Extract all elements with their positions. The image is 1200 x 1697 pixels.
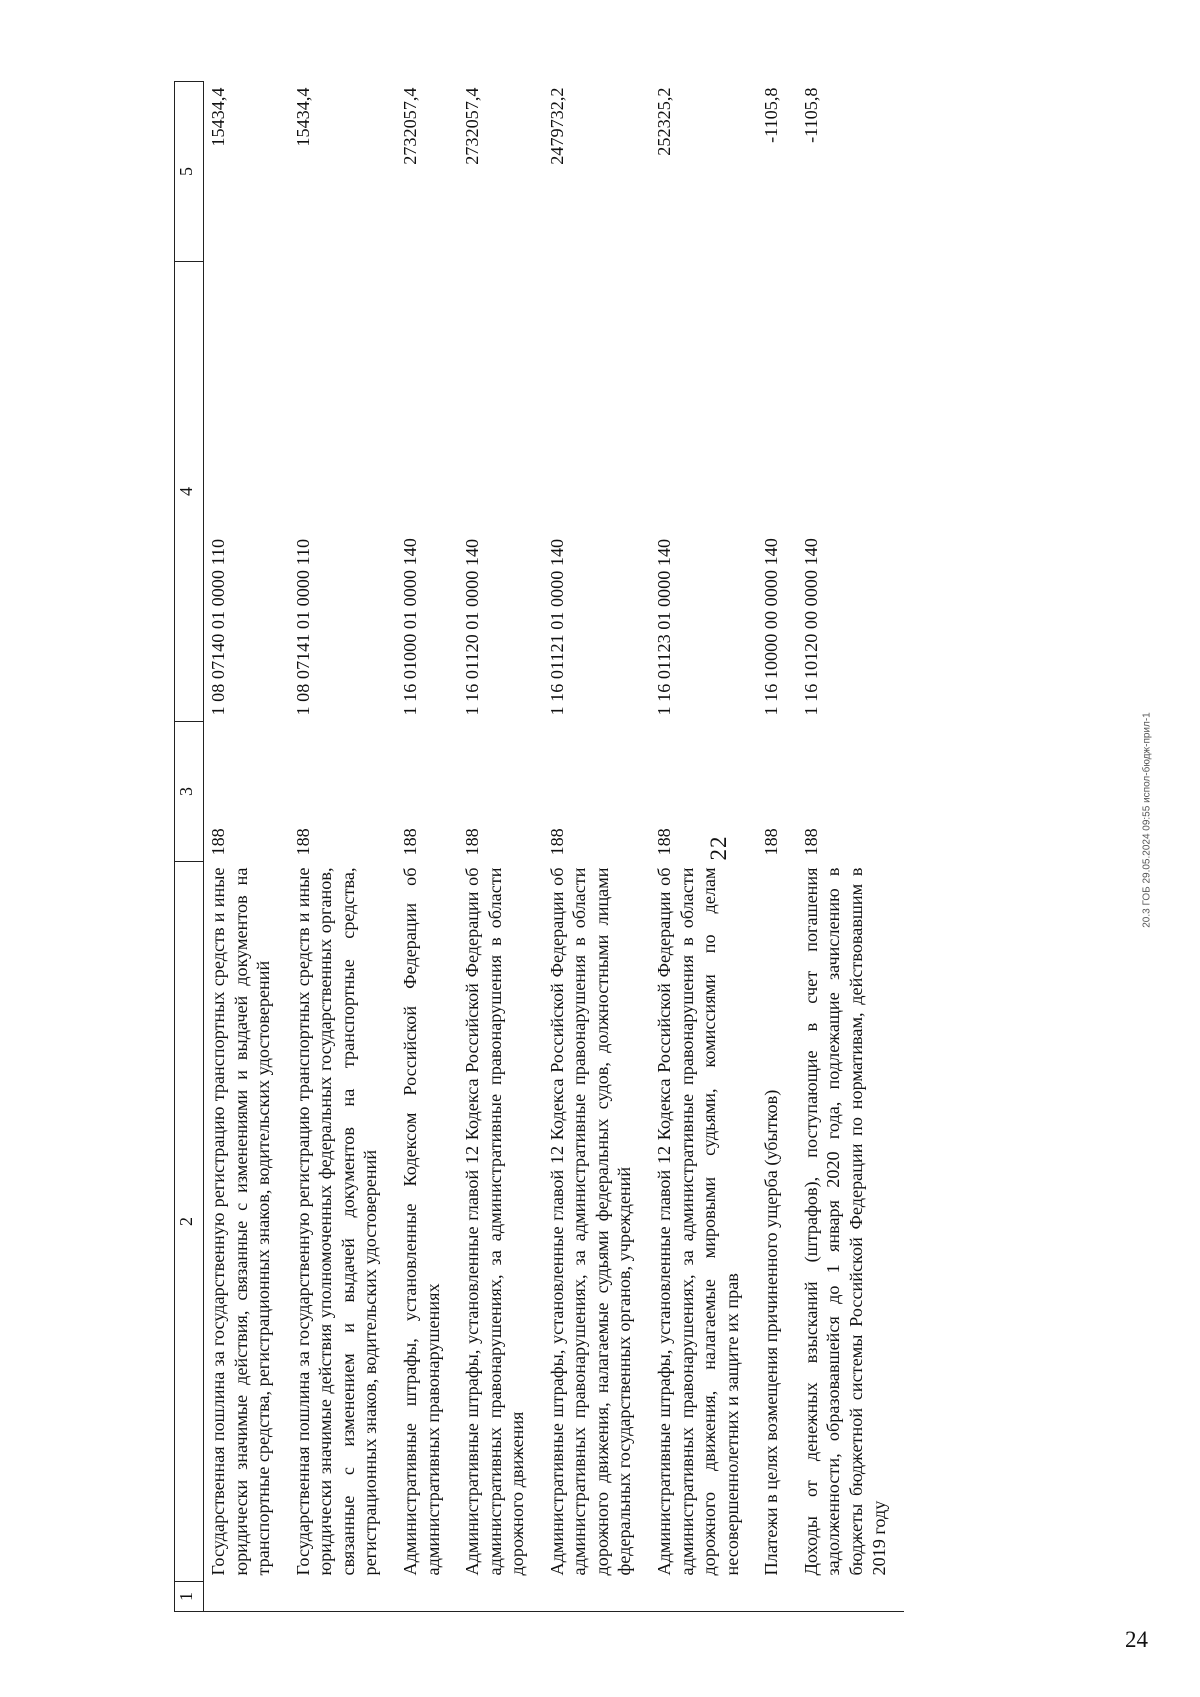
row-number-cell xyxy=(797,1582,904,1612)
admin-code-cell: 188 xyxy=(292,828,313,856)
table-row xyxy=(458,82,543,1612)
classification-code-cell: 1 08 07140 01 0000 110 xyxy=(208,538,228,716)
table-row xyxy=(396,82,458,1612)
table-header-row xyxy=(175,82,204,1612)
classification-code-cell: 1 16 10000 00 0000 140 xyxy=(761,538,782,716)
header-col-2: 2 xyxy=(175,862,204,1582)
header-col-3: 3 xyxy=(175,722,204,862)
admin-code-cell: 188 xyxy=(462,828,483,856)
header-col-5: 5 xyxy=(175,82,204,262)
classification-code-cell: 1 16 10120 00 0000 140 xyxy=(800,538,821,716)
amount-cell: -1105,8 xyxy=(761,87,782,143)
table-row xyxy=(204,82,289,1612)
table-container xyxy=(174,82,944,1612)
description-cell: Административные штрафы, установленные главой 12 Кодекса Российской Федерации об административных правонарушениях, за административные правонарушения в области дорожного движения xyxy=(462,867,528,1576)
row-number-cell xyxy=(289,1582,396,1612)
row-number-cell xyxy=(543,1582,650,1612)
row-number-cell xyxy=(650,1582,757,1612)
table-row xyxy=(543,82,650,1612)
amount-cell: 15434,4 xyxy=(292,87,313,147)
admin-code-cell: 188 xyxy=(546,828,567,856)
description-cell: Государственная пошлина за государственную регистрацию транспортных средств и иные юридически значимые действия уполномоченных федеральных государственных органов, связанные с изменением и выдачей документов на транспортные средства, регистрационных знаков, водительских удостоверений xyxy=(292,867,381,1576)
table-row xyxy=(757,82,797,1612)
table-row xyxy=(289,82,396,1612)
classification-code-cell: 1 16 01000 01 0000 140 xyxy=(399,538,420,716)
description-cell: Государственная пошлина за государственную регистрацию транспортных средств и иные юридически значимые действия, связанные с изменениями и выдачей документов на транспортные средства, регистрационных знаков, водительских удостоверений xyxy=(208,867,274,1576)
amount-cell: 2732057,4 xyxy=(462,87,483,165)
row-number-cell xyxy=(458,1582,543,1612)
amount-cell: 2479732,2 xyxy=(546,87,567,165)
classification-code-cell: 1 16 01121 01 0000 140 xyxy=(546,538,567,716)
admin-code-cell: 188 xyxy=(761,828,782,856)
document-stamp: 20.3 ГОБ 29.05.2024 09:55 испол-бюдж-прил-1 xyxy=(1141,712,1153,928)
amount-cell: 252325,2 xyxy=(654,87,674,156)
row-number-cell xyxy=(757,1582,797,1612)
table-row xyxy=(650,82,757,1612)
classification-code-cell: 1 16 01120 01 0000 140 xyxy=(462,538,483,716)
row-number-cell xyxy=(204,1582,289,1612)
header-col-4: 4 xyxy=(175,262,204,722)
row-number-cell xyxy=(396,1582,458,1612)
amount-cell: 2732057,4 xyxy=(399,87,420,165)
classification-code-cell: 1 08 07141 01 0000 110 xyxy=(292,538,313,716)
description-cell: Платежи в целях возмещения причиненного ущерба (убытков) xyxy=(761,1089,782,1576)
description-cell: Доходы от денежных взысканий (штрафов), поступающие в счет погашения задолженности, образовавшейся до 1 января 2020 года, подлежащие зачислению в бюджеты бюджетной системы Российской Федерации по нормативам, действовавшим в 2019 году xyxy=(800,867,889,1576)
classification-code-cell: 1 16 01123 01 0000 140 xyxy=(654,538,674,716)
amount-cell: -1105,8 xyxy=(800,87,821,143)
admin-code-cell: 188 xyxy=(208,828,228,856)
admin-code-cell: 188 xyxy=(800,828,821,856)
rotated-table xyxy=(174,82,944,1612)
table-row xyxy=(797,82,904,1612)
page-number-top: 22 xyxy=(706,835,731,861)
admin-code-cell: 188 xyxy=(654,828,674,856)
header-col-1: 1 xyxy=(175,1582,204,1612)
amount-cell: 15434,4 xyxy=(208,87,228,147)
admin-code-cell: 188 xyxy=(399,828,420,856)
description-cell: Административные штрафы, установленные главой 12 Кодекса Российской Федерации об административных правонарушениях, за административные правонарушения в области дорожного движения, налагаемые судьями федеральных судов, должностными лицами федеральных государственных органов, учреждений xyxy=(546,867,635,1576)
description-cell: Административные штрафы, установленные главой 12 Кодекса Российской Федерации об административных правонарушениях, за административные правонарушения в области дорожного движения, налагаемые мировыми судьями, комиссиями по делам несовершеннолетних и защите их прав xyxy=(654,867,742,1576)
description-cell: Административные штрафы, установленные Кодексом Российской Федерации об административных правонарушениях xyxy=(399,867,443,1576)
revenue-table xyxy=(174,81,904,1612)
page-number-bottom: 24 xyxy=(1125,1627,1148,1652)
